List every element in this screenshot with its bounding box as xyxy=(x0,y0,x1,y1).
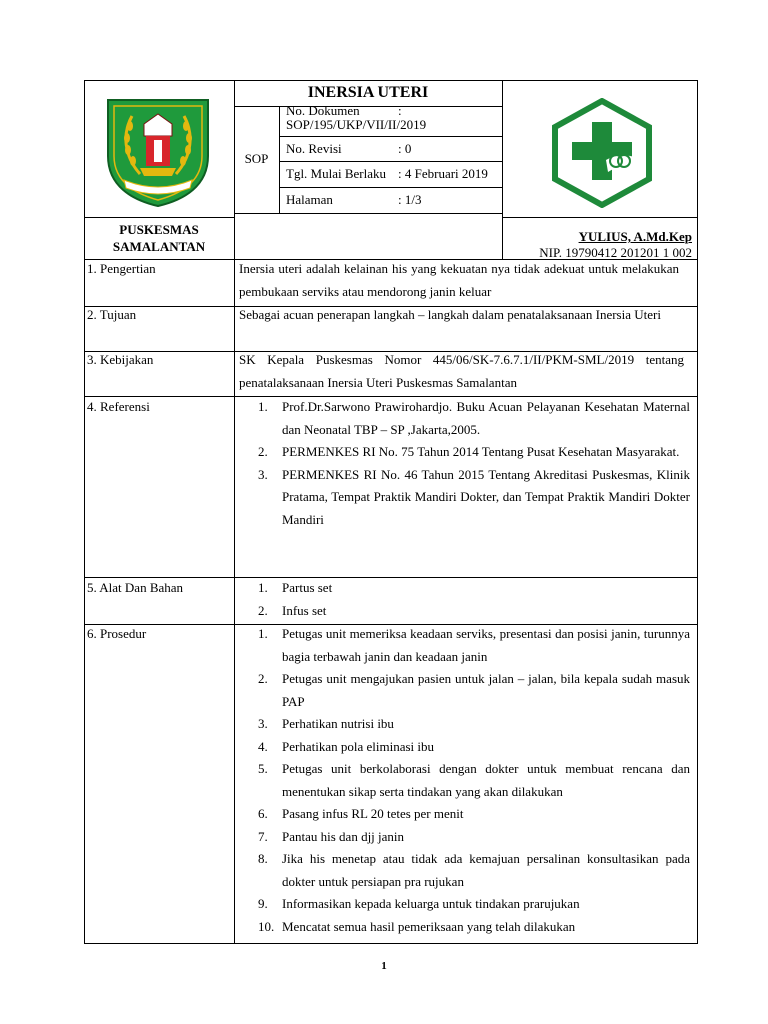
list-item: 4. Perhatikan pola eliminasi ibu xyxy=(258,738,434,754)
section-text-tujuan: Sebagai acuan penerapan langkah – langkah dalam penatalaksanaan Inersia Uteri xyxy=(239,307,661,322)
field-no-revisi-value: : 0 xyxy=(398,141,412,156)
field-no-revisi-label: No. Revisi xyxy=(286,141,342,156)
regional-emblem-logo xyxy=(102,94,214,208)
field-no-dokumen-label: No. Dokumen xyxy=(286,103,360,118)
prosedur-list xyxy=(258,623,690,938)
org-name-line2: SAMALANTAN xyxy=(112,239,206,254)
referensi-list xyxy=(258,396,690,531)
field-divider-4 xyxy=(234,213,502,214)
list-item: 2. Petugas unit mengajukan pasien untuk jalan – jalan, bila kepala sudah masuk PAP xyxy=(258,671,690,709)
logo-right-cell-bottom xyxy=(502,217,698,218)
list-item: 10. Mencatat semua hasil pemeriksaan yang telah dilakukan xyxy=(258,918,576,934)
list-item: 5. Petugas unit berkolaborasi dengan dokter untuk membuat rencana dan menentukan sikap serta tindakan yang akan dilakukan xyxy=(258,761,690,799)
section-label-pengertian: 1. Pengertian xyxy=(87,261,156,276)
section-label-prosedur: 6. Prosedur xyxy=(87,626,147,641)
page-number: 1 xyxy=(381,960,387,972)
section-label-alat-bahan: 5. Alat Dan Bahan xyxy=(87,580,184,595)
sop-col-divider xyxy=(279,106,280,213)
section-text-pengertian: Inersia uteri adalah kelainan his yang kekuatan nya tidak adekuat untuk melakukan pembukaan serviks atau mendorong janin keluar xyxy=(239,261,679,299)
field-halaman-value: : 1/3 xyxy=(398,192,422,207)
section-label-tujuan: 2. Tujuan xyxy=(87,307,137,322)
section-label-kebijakan: 3. Kebijakan xyxy=(87,352,154,367)
table-border-bottom xyxy=(84,943,698,944)
list-item: 7. Pantau his dan djj janin xyxy=(258,828,405,844)
field-no-dokumen-colon: : xyxy=(398,103,402,118)
list-item: 1. Prof.Dr.Sarwono Prawirohardjo. Buku Acuan Pelayanan Kesehatan Maternal dan Neonatal TBP – SP ,Jakarta,2005. xyxy=(258,399,690,437)
signer-name: YULIUS, A.Md.Kep xyxy=(578,229,692,244)
list-item: 6. Pasang infus RL 20 tetes per menit xyxy=(258,806,464,821)
list-item: 3. PERMENKES RI No. 46 Tahun 2015 Tentang Akreditasi Puskesmas, Klinik Pratama, Tempat Praktik Mandiri Dokter, dan Tempat Praktik Mandiri Dokter Mandiri xyxy=(258,466,690,527)
table-border-left xyxy=(84,80,85,944)
list-item: 2. Infus set xyxy=(258,602,327,618)
list-item: 1. Partus set xyxy=(258,580,333,595)
field-tgl-berlaku-value: : 4 Februari 2019 xyxy=(398,166,488,181)
field-no-dokumen-value: SOP/195/UKP/VII/II/2019 xyxy=(286,117,427,132)
logo-cell-bottom xyxy=(84,217,234,218)
list-item: 1. Petugas unit memeriksa keadaan serviks, presentasi dan posisi janin, turunnya bagia terbawah janin dan keadaan janin xyxy=(258,626,690,664)
section-text-kebijakan: SK Kepala Puskesmas Nomor 445/06/SK-7.6.7.1/II/PKM-SML/2019 tentang penatalaksanaan Inersia Uteri Puskesmas Samalantan xyxy=(239,352,684,390)
alat-bahan-list xyxy=(258,577,690,622)
field-divider-1 xyxy=(279,136,502,137)
sop-label: SOP xyxy=(244,151,269,166)
title-divider xyxy=(234,106,502,107)
header-col-divider-1 xyxy=(234,80,235,260)
list-item: 2. PERMENKES RI No. 75 Tahun 2014 Tentang Pusat Kesehatan Masyarakat. xyxy=(258,444,680,459)
field-halaman-label: Halaman xyxy=(286,192,333,207)
section-label-referensi: 4. Referensi xyxy=(87,399,150,414)
signer-nip: NIP. 19790412 201201 1 002 xyxy=(539,245,692,260)
field-tgl-berlaku-label: Tgl. Mulai Berlaku xyxy=(286,166,387,181)
list-item: 8. Jika his menetap atau tidak ada kemajuan persalinan konsultasikan pada dokter untuk persiapan pra rujukan xyxy=(258,851,690,889)
org-name-line1: PUSKESMAS xyxy=(119,222,199,237)
table-border-right xyxy=(697,80,698,944)
list-item: 3. Perhatikan nutrisi ibu xyxy=(258,716,394,731)
document-title: INERSIA UTERI xyxy=(307,84,429,101)
body-col-divider xyxy=(234,259,235,944)
field-divider-2 xyxy=(279,161,502,162)
field-divider-3 xyxy=(279,187,502,188)
list-item: 9. Informasikan kepada keluarga untuk tindakan prarujukan xyxy=(258,896,580,911)
puskesmas-health-logo xyxy=(548,98,656,208)
